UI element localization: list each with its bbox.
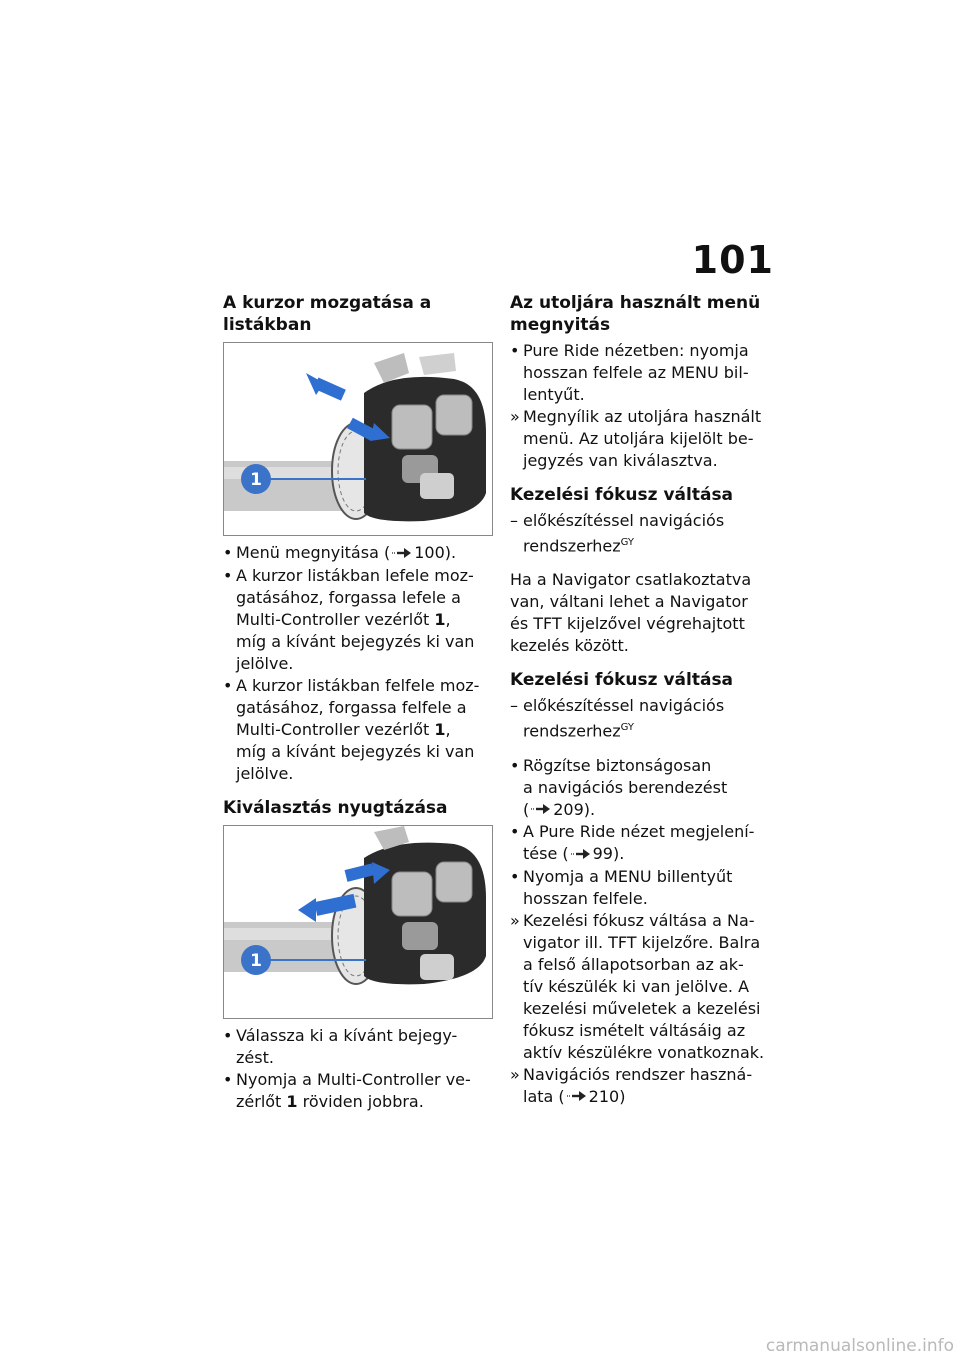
reference-arrow-icon [565,1086,589,1108]
figure-controller-scroll [223,342,493,536]
reference-arrow-icon [529,799,553,821]
paragraph: Ha a Navigator csatlakoztatva van, váltani lehet a Navigator és TFT kijelzővel végrehajtott kezelés között. [510,570,752,656]
left-column [223,292,493,1113]
list-item: » Navigációs rendszer haszná- lata ( 210) [510,1064,780,1109]
section-heading-focus-2: Kezelési fókusz váltása [510,670,734,691]
list-item: • A Pure Ride nézet megjelení- tése ( 99). [510,821,780,866]
list-item: • Nyomja a Multi-Controller ve- zérlőt 1 röviden jobbra. [223,1069,471,1111]
callout-label: 1 [250,950,262,971]
controller-illustration [224,826,492,1018]
page-ref[interactable]: 210 [588,1086,620,1106]
section-heading-last-menu: Az utoljára használt menü megnyitás [510,293,761,335]
page-ref[interactable]: 99 [592,844,613,864]
watermark: carmanualsonline.info [765,1336,954,1356]
reference-arrow-icon [569,844,593,866]
page-ref[interactable]: 209 [553,799,584,819]
reference-arrow-icon [390,543,414,565]
list-item: • Rögzítse biztonságosan a navigációs berendezést ( 209). [510,755,780,822]
figure-controller-confirm [223,825,493,1019]
list-item: • Pure Ride nézetben: nyomja hosszan felfele az MENU bil- lentyűt. [510,341,749,404]
list-item: • Nyomja a MENU billentyűt hosszan felfele. [510,866,733,908]
section-heading-cursor: A kurzor mozgatása a listákban [223,293,432,335]
section-heading-confirm: Kiválasztás nyugtázása [223,797,448,818]
list-item: • A kurzor listákban lefele moz- gatásához, forgassa lefele a Multi-Controller vezérlőt 1, míg a kívánt bejegyzés ki van jelölve. [223,565,475,673]
list-item: • Menü megnyitása ( 100). [223,542,493,565]
callout-label: 1 [250,470,262,490]
page-number: 101 [691,238,774,282]
list-item: • Válassza ki a kívánt bejegy- zést. [223,1025,458,1067]
section-heading-focus: Kezelési fókusz váltása [510,485,734,505]
prerequisite: – előkészítéssel navigációs rendszerhez$^{GY}$ [510,696,725,741]
list-item: » Megnyílik az utoljára használt menü. Az utoljára kijelölt be- jegyzés van kiválasztva. [510,407,762,470]
right-column [510,292,780,1108]
list-item: » Kezelési fókusz váltása a Na- vigator ill. TFT kijelzőre. Balra a felső állapotsorban az ak- tív készülék ki van jelölve. A kezelési műveletek a kezelési fókusz ismételt váltásáig az aktív készülékre vonatkoznak. [510,910,765,1062]
page-ref[interactable]: 100 [414,543,445,562]
controller-illustration [224,343,492,535]
prerequisite: – előkészítéssel navigációs rendszerhez$^{GY}$ [510,511,725,556]
list-item: • A kurzor listákban felfele moz- gatásához, forgassa felfele a Multi-Controller vezérlőt 1, míg a kívánt bejegyzés ki van jelölve. [223,675,480,783]
